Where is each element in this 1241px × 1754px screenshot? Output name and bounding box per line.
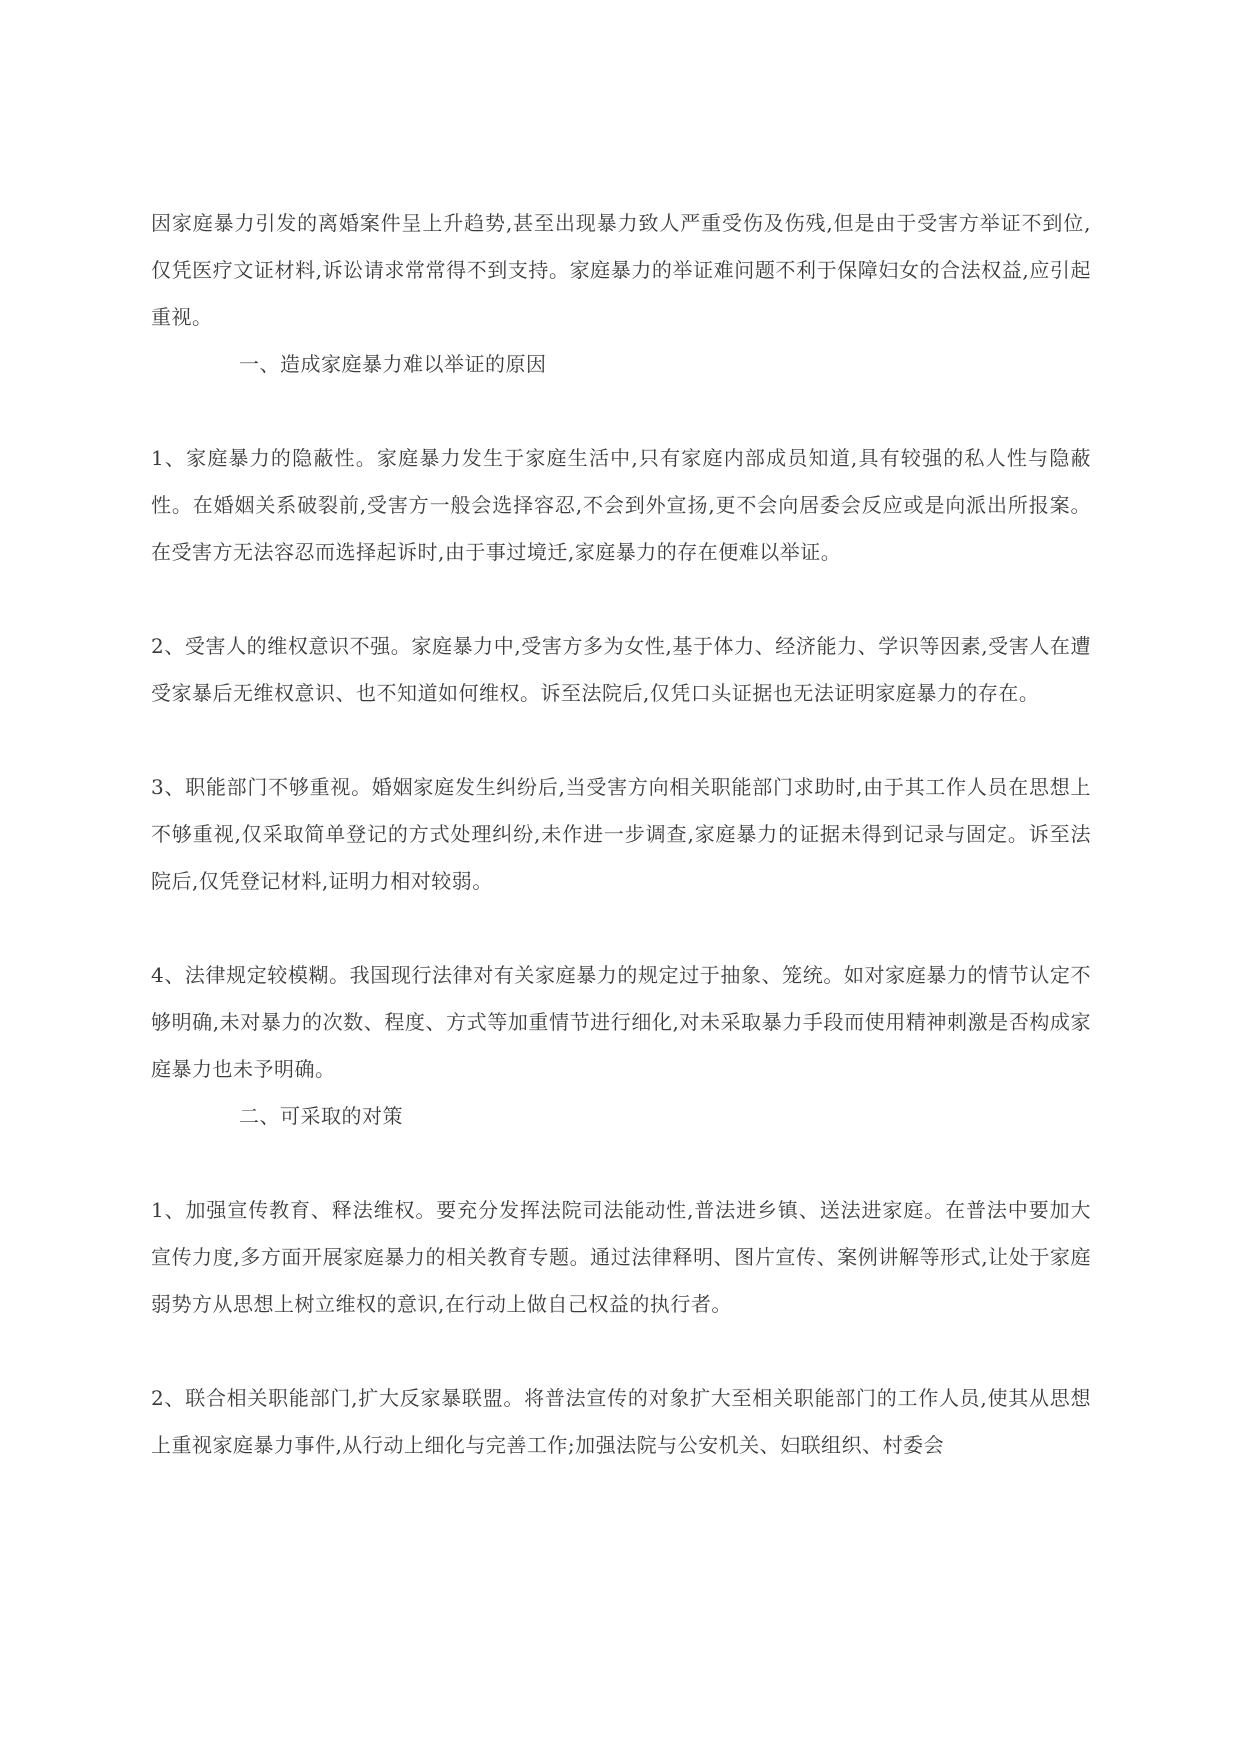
- spacer: [151, 1328, 1091, 1375]
- spacer: [151, 576, 1091, 623]
- cause-item-2: 2、受害人的维权意识不强。家庭暴力中,受害方多为女性,基于体力、经济能力、学识等因素,受害人在遭受家暴后无维权意识、也不知道如何维权。诉至法院后,仅凭口头证据也无法证明家庭暴力的存在。: [151, 634, 1091, 705]
- spacer: [151, 388, 1091, 435]
- intro-paragraph: 因家庭暴力引发的离婚案件呈上升趋势,甚至出现暴力致人严重受伤及伤残,但是由于受害方举证不到位,仅凭医疗文证材料,诉讼请求常常得不到支持。家庭暴力的举证难问题不利于保障妇女的合法权益,应引起重视。: [151, 211, 1091, 329]
- spacer: [151, 1140, 1091, 1187]
- spacer: [151, 905, 1091, 952]
- section-heading-causes: 一、造成家庭暴力难以举证的原因: [239, 352, 547, 376]
- section-heading-measures: 二、可采取的对策: [239, 1104, 403, 1128]
- cause-item-1: 1、家庭暴力的隐蔽性。家庭暴力发生于家庭生活中,只有家庭内部成员知道,具有较强的私人性与隐蔽性。在婚姻关系破裂前,受害方一般会选择容忍,不会到外宣扬,更不会向居委会反应或是向派出所报案。在受害方无法容忍而选择起诉时,由于事过境迁,家庭暴力的存在便难以举证。: [151, 446, 1091, 564]
- cause-item-4: 4、法律规定较模糊。我国现行法律对有关家庭暴力的规定过于抽象、笼统。如对家庭暴力的情节认定不够明确,未对暴力的次数、程度、方式等加重情节进行细化,对未采取暴力手段而使用精神刺激是否构成家庭暴力也未予明确。: [151, 963, 1091, 1081]
- document-body: [151, 200, 1091, 1469]
- cause-item-3: 3、职能部门不够重视。婚姻家庭发生纠纷后,当受害方向相关职能部门求助时,由于其工作人员在思想上不够重视,仅采取简单登记的方式处理纠纷,未作进一步调查,家庭暴力的证据未得到记录与固定。诉至法院后,仅凭登记材料,证明力相对较弱。: [151, 775, 1091, 893]
- spacer: [151, 717, 1091, 764]
- measure-item-2: 2、联合相关职能部门,扩大反家暴联盟。将普法宣传的对象扩大至相关职能部门的工作人员,使其从思想上重视家庭暴力事件,从行动上细化与完善工作;加强法院与公安机关、妇联组织、村委会: [151, 1386, 1091, 1457]
- measure-item-1: 1、加强宣传教育、释法维权。要充分发挥法院司法能动性,普法进乡镇、送法进家庭。在普法中要加大宣传力度,多方面开展家庭暴力的相关教育专题。通过法律释明、图片宣传、案例讲解等形式,让处于家庭弱势方从思想上树立维权的意识,在行动上做自己权益的执行者。: [151, 1198, 1091, 1316]
